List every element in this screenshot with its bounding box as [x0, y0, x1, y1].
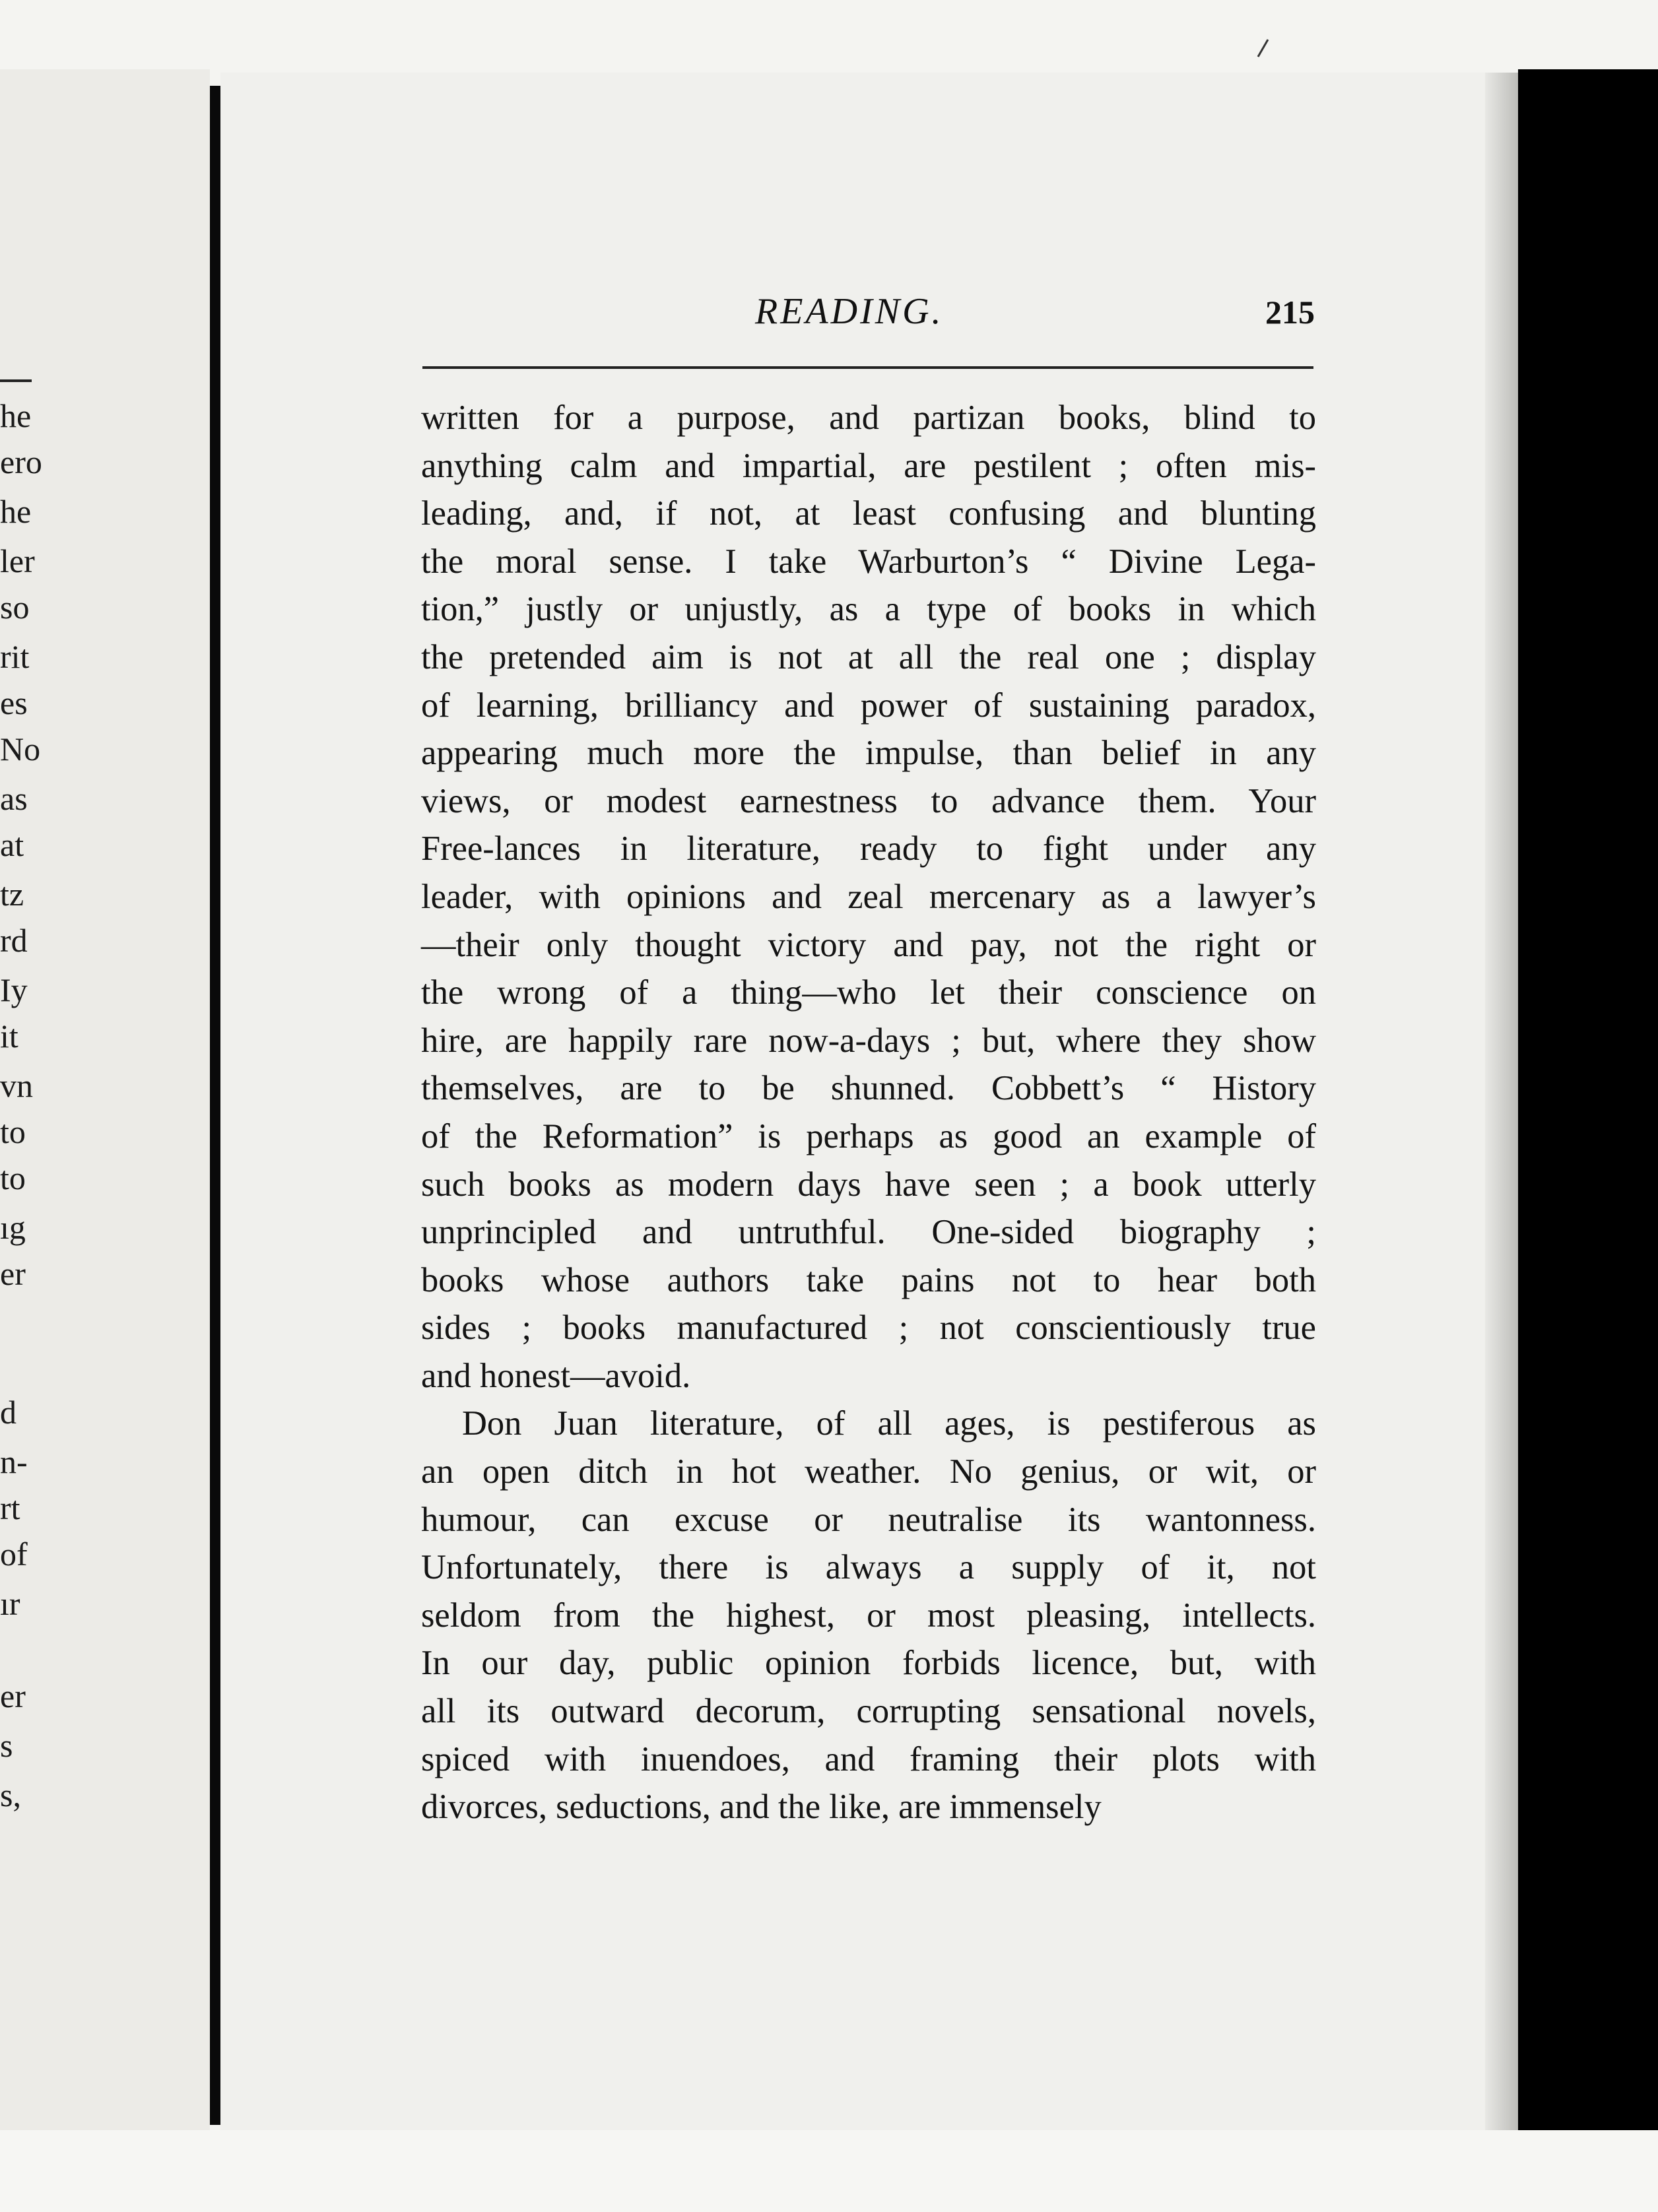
left-page-fragment: n-	[0, 1443, 28, 1480]
page-number: 215	[1265, 294, 1315, 331]
left-page-fragment: s,	[0, 1776, 21, 1813]
text-line: unprincipled and untruthful. One-sided biography ;	[421, 1213, 1316, 1252]
text-line: appearing much more the impulse, than belief in any	[421, 734, 1316, 773]
left-page-fragment: vn	[0, 1067, 33, 1104]
text-line: such books as modern days have seen ; a book utterly	[421, 1165, 1316, 1204]
right-page-edge	[1485, 73, 1518, 2131]
left-page-fragment: rit	[0, 638, 30, 675]
text-line: sides ; books manufactured ; not conscientiously true	[421, 1309, 1316, 1348]
left-page-fragment: es	[0, 684, 28, 721]
left-page	[0, 69, 210, 2135]
text-line: Don Juan literature, of all ages, is pestiferous as	[462, 1404, 1316, 1443]
left-page-fragment: he	[0, 397, 32, 434]
left-page-fragment: he	[0, 493, 32, 530]
text-line: anything calm and impartial, are pestilent ; often mis-	[421, 446, 1316, 485]
running-title: READING.	[755, 291, 944, 332]
left-page-fragment: rd	[0, 922, 28, 959]
left-page-fragment: ero	[0, 443, 42, 480]
left-page-fragment: rt	[0, 1489, 20, 1526]
text-line: —their only thought victory and pay, not the right or	[421, 925, 1316, 964]
text-line: tion,” justly or unjustly, as a type of books in which	[421, 590, 1316, 629]
left-page-fragment: er	[0, 1255, 26, 1292]
page-header	[420, 290, 1315, 337]
left-page-text-fragments	[0, 69, 210, 2135]
text-line: leader, with opinions and zeal mercenary as a lawyer’s	[421, 877, 1316, 916]
text-line: the pretended aim is not at all the real one ; display	[421, 637, 1316, 676]
left-page-fragment: Iy	[0, 971, 28, 1008]
left-page-fragment: to	[0, 1113, 26, 1150]
text-line: of learning, brilliancy and power of sustaining paradox,	[421, 686, 1316, 725]
text-line: seldom from the highest, or most pleasing, intellects.	[421, 1596, 1316, 1635]
text-line: In our day, public opinion forbids licence, but, with	[421, 1644, 1316, 1683]
text-line: the moral sense. I take Warburton’s “ Divine Lega-	[421, 542, 1316, 581]
body-text	[421, 394, 1316, 1831]
text-line: spiced with inuendoes, and framing their plots with	[421, 1740, 1316, 1778]
left-page-fragment: d	[0, 1394, 17, 1431]
left-page-fragment: ıg	[0, 1209, 26, 1246]
left-page-fragment: so	[0, 589, 30, 626]
text-line: Unfortunately, there is always a supply of it, not	[421, 1548, 1316, 1587]
text-line: Free-lances in literature, ready to fight under any	[421, 830, 1316, 868]
text-line: an open ditch in hot weather. No genius, or wit, or	[421, 1452, 1316, 1491]
text-line: humour, can excuse or neutralise its wantonness.	[421, 1500, 1316, 1539]
text-line: written for a purpose, and partizan books, blind to	[421, 399, 1316, 437]
left-page-fragment: s	[0, 1727, 13, 1764]
text-line: hire, are happily rare now-a-days ; but, where they show	[421, 1021, 1316, 1060]
text-line: leading, and, if not, at least confusing and blunting	[421, 494, 1316, 533]
text-line: themselves, are to be shunned. Cobbett’s “ History	[421, 1069, 1316, 1108]
left-page-fragment: No	[0, 731, 41, 767]
top-margin	[0, 0, 1658, 79]
left-page-fragment: ler	[0, 542, 35, 579]
text-line: of the Reformation” is perhaps as good an example of	[421, 1117, 1316, 1155]
left-page-fragment: to	[0, 1159, 26, 1196]
text-line: all its outward decorum, corrupting sensational novels,	[421, 1692, 1316, 1731]
header-rule	[422, 366, 1313, 369]
left-page-fragment: at	[0, 826, 24, 863]
left-page-fragment: of	[0, 1536, 28, 1573]
scan-border-right	[1518, 69, 1658, 2148]
left-page-fragment: tz	[0, 876, 24, 913]
left-page-fragment: er	[0, 1677, 26, 1714]
text-line: books whose authors take pains not to hear both	[421, 1260, 1316, 1299]
text-line: the wrong of a thing—who let their conscience on	[421, 973, 1316, 1012]
left-page-fragment: ır	[0, 1585, 20, 1622]
book-gutter	[210, 86, 220, 2125]
left-page-fragment: as	[0, 780, 28, 817]
text-line: divorces, seductions, and the like, are immensely	[421, 1788, 1102, 1827]
text-line: and honest—avoid.	[421, 1356, 691, 1395]
text-line: views, or modest earnestness to advance them. Your	[421, 781, 1316, 820]
bottom-margin	[0, 2130, 1658, 2212]
left-page-fragment: it	[0, 1018, 18, 1055]
